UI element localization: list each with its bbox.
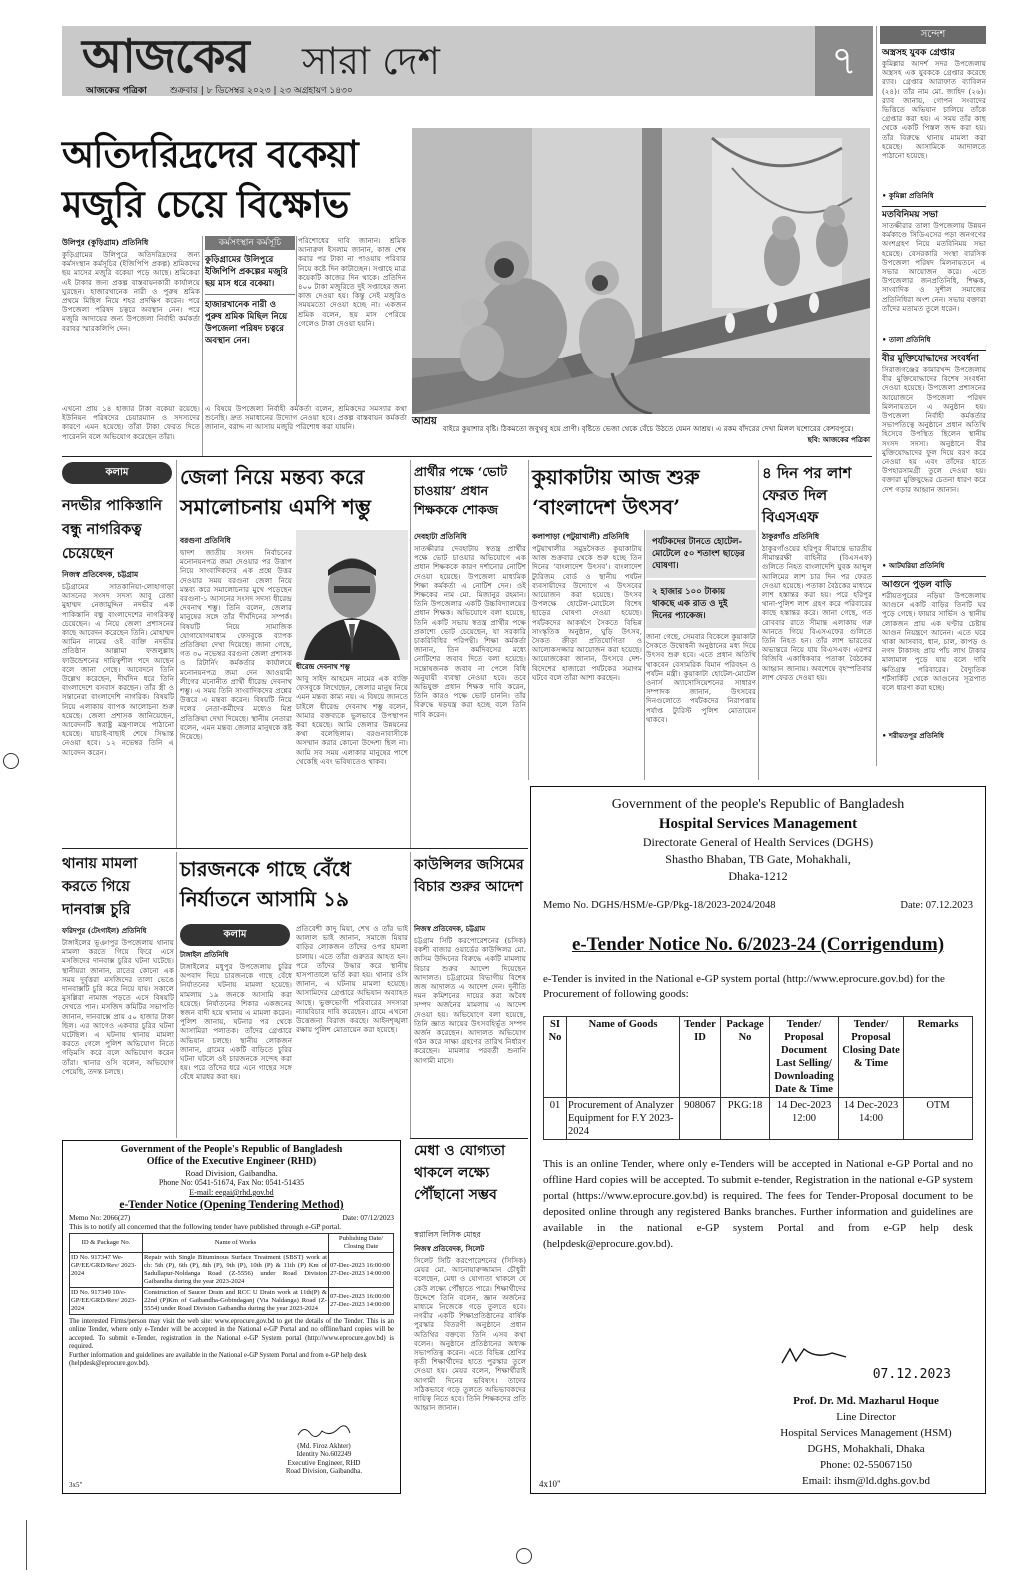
rhd-line-4: Phone No: 0541-51674, Fax No: 0541-51435 [158, 1178, 305, 1187]
table-header: Name of Works [143, 1234, 329, 1253]
kuakata-byline: কলাপাড়া (পটুয়াখালী) প্রতিনিধি [532, 532, 630, 541]
column-rule [528, 460, 529, 780]
councillor-body: চট্টগ্রাম সিটি করপোরেশনের (চসিক) বকশী বাজার ওয়ার্ডের কাউন্সিলর মো. জসিম উদ্দিনের বিরুদ্ধে একটি মামলায় বিচার শুরুর আদেশ দিয়েছেন আদালত। চট্টগ্রামের বিভাগীয় বিশেষ জজ আদালত এ আদেশ দেন। দুর্নীতি দমন কমিশনের দায়ের করা অবৈধ সম্পদ অর্জনের মামলায় এ আদেশ দেওয়া হয়। অভিযোগে বলা হয়েছে, তিনি জ্ঞাত আয়ের উৎসবহির্ভূত সম্পদ অর্জন করেছেন। আদালত অভিযোগ গঠন করে সাক্ষ্য গ্রহণের তারিখ নির্ধারণ করেছেন। মামলার পরবর্তী শুনানি আগামী মাসে। [414, 936, 526, 1065]
table-cell: 14 Dec-2023 12:00 [770, 1098, 839, 1140]
dghs-memo-row [543, 899, 973, 912]
table-header: Name of Goods [567, 1017, 680, 1098]
table-cell: Construction of Saucer Drain and RCC U Drain work at 11th(P) & 22nd (P)Km of Gaibandha-Gobindaganj (Via Naldanga) Road (Z-5554) under Road Division Gaibandha during the year 2023-2024 [143, 1288, 329, 1315]
sidebar-item-title: বীর মুক্তিযোদ্ধাদের সংবর্ধনা [882, 354, 979, 364]
kolom-badge-label: কলাম [223, 929, 247, 940]
dghs-sig-6: Email: ihsm@ld.dghs.gov.bd [802, 1475, 930, 1487]
dghs-signature-block [761, 1343, 971, 1489]
column-rule [410, 852, 411, 1138]
masthead-section: সারা দেশ [302, 39, 440, 83]
dghs-sig-3: Hospital Services Management (HSM) [780, 1427, 952, 1439]
rhd-date: Date: 07/12/2023 [342, 1213, 394, 1222]
rhd-sig-2: Identity No.602249 [296, 1450, 352, 1459]
portrait-caption: ধীরেন্দ্র দেবনাথ শম্ভু [296, 662, 350, 671]
dghs-date: Date: 07.12.2023 [900, 900, 973, 911]
councillor-byline: নিজস্ব প্রতিবেদক, চট্টগ্রাম [414, 924, 486, 933]
shombhu-byline: বরগুনা প্রতিনিধি [180, 536, 231, 545]
tree-byline: টাঙ্গাইল প্রতিনিধি [180, 950, 229, 959]
lead-headline: অতিদরিদ্রদের বকেয়া মজুরি চেয়ে বিক্ষোভ [62, 133, 358, 226]
photo-credit: ছবি: আজকের পত্রিকা [807, 435, 870, 444]
column-rule [410, 460, 411, 848]
kuakata-box-1: পর্যটকদের টানতে হোটেল-মোটেলে ৫০ শতাংশ ছাড়ের ঘোষণা। [646, 530, 756, 580]
kolom-badge [180, 924, 290, 946]
table-cell: ID No. 917349 10/e-GP/EE/GRD/Rev/ 2023-2024 [70, 1288, 143, 1315]
bsf-byline: ঠাকুরগাঁও প্রতিনিধি [762, 532, 820, 541]
dghs-table [543, 1016, 973, 1140]
rhd-line-3: Road Division, Gaibandha. [185, 1168, 278, 1178]
dghs-line-2: Hospital Services Management [658, 816, 858, 832]
rhd-footer-2: Further information and guidelines are available in the National e-GP System Portal and from e-GP help desk (helpdesk@eprocure.gov.bd). [69, 1351, 367, 1368]
sidebar-header-label: সন্দেশ [920, 29, 946, 40]
sidebar-header [880, 26, 986, 44]
dghs-sig-date: 07.12.2023 [872, 1367, 951, 1382]
nodvi-byline: নিজস্ব প্রতিবেদক, চট্টগ্রাম [62, 570, 139, 579]
kuakata-box-2: ২ হাজার ১০০ টাকায় থাকছে এক রাত ও দুই দিনের প্যাকেজ। [646, 580, 756, 628]
thana-body: টাঙ্গাইলের ভূঞাপুর উপজেলায় থানায় মামলা করতে গিয়ে ফিরে এসে মসজিদের দানবাক্স চুরির ঘটনা ঘটেছে। স্থানীয়রা জানান, রাতের কোনো এক সময় দুর্বৃত্তরা মসজিদের তালা ভেঙে দানবাক্সটি চুরি করে নিয়ে যায়। সকালে মুসল্লিরা নামাজ পড়তে এসে বিষয়টি দেখতে পান। মসজিদ কমিটির সভাপতি জানান, দানবাক্সে প্রায় ৫০ হাজার টাকা ছিল। এর আগেও একবার চুরির ঘটনা ঘটেছিল। এ ঘটনায় থানায় মামলা করতে গেলে পুলিশ অভিযোগ নিতে গড়িমসি করে বলে অভিযোগ করেন তাঁরা। থানার ওসি বলেন, অভিযোগ পেয়েছি, তদন্ত চলছে। [62, 938, 174, 1076]
crop-line [26, 1520, 27, 1570]
shombhu-headline: জেলা নিয়ে মন্তব্য করে সমালোচনায় এমপি শম্ভু [180, 465, 372, 519]
rhd-title: e-Tender Notice (Opening Tendering Method) [119, 1199, 344, 1211]
dghs-ad-size: 4x10" [539, 1479, 561, 1489]
kuakata-boxes [646, 530, 756, 628]
rhd-signature-block [259, 1423, 389, 1476]
bsf-body: ঠাকুরগাঁওয়ের হরিপুর সীমান্তে ভারতীয় সীমান্তরক্ষী বাহিনীর (বিএসএফ) গুলিতে নিহত বাংলাদেশি যুবক আব্দুল আলিমের লাশ চার দিন পর ফেরত দেওয়া হয়েছে। পতাকা বৈঠকের মাধ্যমে লাশ হস্তান্তর করা হয়। পরে হরিপুর থানা-পুলিশ লাশ গ্রহণ করে পরিবারের কাছে হস্তান্তর করে। জানা গেছে, গত রোববার রাতে সীমান্ত এলাকায় গরু আনতে গিয়ে বিএসএফের গুলিতে তিনি নিহত হন। তাঁর লাশ ভারতের অভ্যন্তরে নিয়ে যায় বিএসএফ। এরপর বিজিবি একাধিকবার পতাকা বৈঠকের আহ্বান জানায়। অবশেষে বৃহস্পতিবার লাশ ফেরত দেওয়া হয়। [762, 544, 872, 682]
table-cell: Repair with Single Bituminous Surface Treatment (SBST) work at ch: 5th (P), 6th (P), 8th (P), 9th (P), 10th (P) & 11th (P) Km of Sadullapur-Noldanga Road (Z-5556) under Road Division Gaibandha during the year 2023-2024 [143, 1253, 329, 1288]
tree-body-col2: প্রতিবেশী কাদু মিয়া, শেখ ও তাঁর ভাই আলাল ভাই জানান, সমাজে মিয়ার বাড়ির লোকজন তাঁদের ওপর হামলা চালায়। এতে তাঁরা গুরুতর আহত হন। পরে তাঁদের উদ্ধার করে স্থানীয় হাসপাতালে ভর্তি করা হয়। থানার ওসি জানান, এ ঘটনায় মামলা হয়েছে। আসামিদের গ্রেপ্তারে অভিযান অব্যাহত আছে। ভুক্তভোগী পরিবারের সদস্যরা ন্যায়বিচার দাবি করেছেন। গ্রামে এখনো উত্তেজনা বিরাজ করছে। আইনশৃঙ্খলা রক্ষায় পুলিশ মোতায়েন করা হয়েছে। [296, 924, 408, 1035]
tree-body-col1: টাঙ্গাইলের মধুপুর উপজেলায় চুরির অপবাদ দিয়ে চারজনকে গাছে বেঁধে নির্যাতনের ঘটনায় মামলা হয়েছে। মামলায় ১৯ জনকে আসামি করা হয়েছে। নির্যাতনের শিকার একজনের স্বজন বাদী হয়ে থানায় এ মামলা করেন। পুলিশ জানায়, ঘটনার পর থেকে আসামিরা পলাতক। তাঁদের গ্রেপ্তারে অভিযান চলছে। স্থানীয় লোকজন জানান, গ্রামের একটি বাড়িতে চুরির ঘটনা ঘটলে ওই চারজনকে সন্দেহ করা হয়। পরে তাঁদের ধরে এনে গাছের সঙ্গে বেঁধে মারধর করা হয়। [180, 962, 292, 1082]
registration-mark [516, 1548, 532, 1564]
photo-illustration [412, 128, 870, 414]
page-number-box [815, 26, 873, 96]
table-cell: 01 [544, 1098, 567, 1140]
sidebar-item-byline: • তালা প্রতিনিধি [882, 335, 931, 344]
table-cell: 908067 [680, 1098, 721, 1140]
dghs-line-5: Dhaka-1212 [728, 869, 788, 883]
kolom-badge-label: কলাম [105, 467, 129, 478]
section-divider [410, 1138, 528, 1139]
table-row [70, 1288, 394, 1315]
tree-headline: চারজনকে গাছে বেঁধে নির্যাতনে আসামি ১৯ [180, 857, 351, 911]
portrait-illustration [296, 530, 408, 660]
medha-body: সিলেট সিটি করপোরেশনের (সিসিক) মেয়র মো. আনোয়ারুজ্জামান চৌধুরী বলেছেন, মেধা ও যোগ্যতা থাকলে যে কেউ লক্ষ্যে পৌঁছাতে পারে। শিক্ষার্থীদের উদ্দেশে তিনি বলেন, জ্ঞান অর্জনের মাধ্যমে নিজেকে গড়ে তুলতে হবে। নগরীর একটি শিক্ষাপ্রতিষ্ঠানের বার্ষিক পুরস্কার বিতরণী অনুষ্ঠানে প্রধান অতিথির বক্তব্যে তিনি এসব কথা বলেন। অনুষ্ঠানে প্রতিষ্ঠানের অধ্যক্ষ সভাপতিত্ব করেন। এতে বিভিন্ন শ্রেণির কৃতী শিক্ষার্থীদের হাতে পুরস্কার তুলে দেওয়া হয়। মেয়র বলেন, শিক্ষার্থীরাই আগামী দিনের ভবিষ্যৎ। তাদের সঠিকভাবে গড়ে তুলতে অভিভাবকদের দায়িত্ব নিতে হবে। তিনি শিক্ষকদের প্রতি আহ্বান জানান। [414, 1256, 526, 1413]
rhd-sig-1: (Md. Firoz Akhter) [297, 1441, 351, 1450]
sidebar-column [882, 48, 986, 768]
column-rule [202, 236, 203, 456]
rhd-ad-size: 3x5" [69, 1481, 83, 1489]
sidebar-item-body: সিরাজগঞ্জের কামারখন্দ উপজেলায় বীর মুক্তিযোদ্ধাদের বিশেষ সংবর্ধনা দেওয়া হয়েছে। উপজেলা প্রশাসনের আয়োজনে উপজেলা পরিষদ মিলনায়তনে এ অনুষ্ঠান হয়। উপজেলা নির্বাহী কর্মকর্তার সভাপতিত্বে অনুষ্ঠানে প্রধান অতিথি হিসেবে উপস্থিত ছিলেন স্থানীয় সংসদ সদস্য। অনুষ্ঠানে বীর মুক্তিযোদ্ধাদের ফুল দিয়ে বরণ করে নেওয়া হয় এবং তাঁদের হাতে উপহারসামগ্রী তুলে দেওয়া হয়। বক্তারা মুক্তিযুদ্ধের চেতনা ধারণ করে দেশ গড়ার আহ্বান জানান। [882, 365, 986, 494]
rhd-footer-1: The interested Firms/person may visit the web site: www.eprocure.gov.bd to get the details of the Tender. This is an online Tender, where only e-Tender will be accepted in the National e-GP Portal and no offline/hard copies will be accepted. To submit e-Tender, registration in the National e-GP System portal (http://www.eprocure.gov.bd) is required. [69, 1318, 394, 1351]
sidebar-item [882, 580, 986, 740]
registration-mark [3, 753, 19, 769]
dghs-sig-4: DGHS, Mohakhali, Dhaka [807, 1443, 925, 1455]
kolom-badge [62, 462, 172, 484]
dghs-intro: e-Tender is invited in the National e-GP system portal (http://www.eprocure.gov.bd) for the Procurement of following goods: [543, 973, 945, 1000]
photo-caption-text: বাইরে কুয়াশার বৃষ্টি। ঠিকমতো জবুথবু হয়ে প্রাণী। বৃষ্টিতে ভেজা থেকে বেঁচে উঠতে যেমন আশ্রয়। এ রকম বাঁদরের দেখা মিলল যশোরের কেশবপুরে। [442, 424, 854, 433]
kuakata-headline: কুয়াকাটায় আজ শুরু ‘বাংলাদেশ উৎসব’ [532, 465, 700, 519]
shombhu-body-col2: আবু সাইদ আহমেদ নামের এক ব্যক্তি ফেসবুকে লিখেছেন, জেলার মানুষ নিয়ে এমন মন্তব্য কাম্য নয়। এ বিষয়ে জানতে চাইলে ধীরেন্দ্র দেবনাথ শম্ভু বলেন, আমার বক্তব্যকে ভুলভাবে উপস্থাপন করা হয়েছে। আমি জেলার উন্নয়নের কথা বলেছিলাম। বরগুনাবাসীকে অসম্মান করার কোনো উদ্দেশ্য ছিল না। আমি সব সময় এলাকার মানুষের পাশে থেকেছি এবং ভবিষ্যতেও থাকব। [296, 674, 408, 766]
rhd-line-1: Government of the People's Republic of Bangladesh [120, 1144, 343, 1155]
thana-byline: ফরিদপুর (টেংগাইল) প্রতিনিধি [62, 926, 147, 935]
sidebar-item [882, 210, 986, 344]
sidebar-item-byline: • আটঘরিয়া প্রতিনিধি [882, 561, 945, 570]
vote-byline: দেবহাটা প্রতিনিধি [414, 532, 467, 541]
column-rule [176, 460, 177, 848]
lead-body-col1b: এখনো প্রায় ১৪ হাজার টাকা বকেয়া রয়েছে। ইউনিয়ন পরিষদের চেয়ারম্যান ও সদস্যদের কারণে এমন হয়েছে। তাঁরা টাকা ফেরত দিতে পারেননি বলে অভিযোগ করেছেন তাঁরা। [62, 404, 200, 441]
sidebar-item [882, 354, 986, 570]
signature-icon [294, 1423, 354, 1439]
vote-headline: প্রার্থীর পক্ষে ‘ভোট চাওয়ায়’ প্রধান শিক্ষককে শোকজ [414, 464, 508, 517]
sidebar-divider [882, 576, 986, 577]
rhd-email: E-mail: eegai@rhd.gov.bd [189, 1188, 274, 1197]
signature-icon [761, 1343, 971, 1367]
rhd-line-2: Office of the Executive Engineer (RHD) [146, 1156, 317, 1167]
photo-caption [412, 416, 870, 444]
table-cell: 14 Dec-2023 14:00 [839, 1098, 904, 1140]
lead-body-bottom: এ বিষয়ে উপজেলা নির্বাহী কর্মকর্তা বলেন, শ্রমিকদের সমস্যার কথা শুনেছি। দ্রুত সমাধানের উদ্যোগ নেওয়া হবে। প্রকল্প বাস্তবায়ন কর্মকর্তা জানান, বরাদ্দ না আসায় মজুরি পরিশোধ করা যায়নি। [205, 404, 407, 432]
vote-body: সাতক্ষীরার দেবহাটায় স্বতন্ত্র প্রার্থীর পক্ষে ভোট চাওয়ার অভিযোগে এক প্রধান শিক্ষককে কারণ দর্শানোর নোটিশ দেওয়া হয়েছে। উপজেলা মাধ্যমিক শিক্ষা কর্মকর্তা এ নোটিশ দেন। ওই শিক্ষকের নাম মো. মিজানুর রহমান। তিনি উপজেলার একটি উচ্চবিদ্যালয়ের প্রধান শিক্ষক। অভিযোগে বলা হয়েছে, তিনি একটি সভায় স্বতন্ত্র প্রার্থীর পক্ষে প্রকাশ্যে ভোট চেয়েছেন, যা সরকারি চাকরিবিধির পরিপন্থী। শিক্ষা কর্মকর্তা জানান, তিন কর্মদিবসের মধ্যে নোটিশের জবাব দিতে বলা হয়েছে। সন্তোষজনক জবাব না পেলে বিধি অনুযায়ী ব্যবস্থা নেওয়া হবে। তবে অভিযুক্ত প্রধান শিক্ষক দাবি করেন, তিনি কারও পক্ষে ভোট চাননি। তাঁর বিরুদ্ধে ষড়যন্ত্র করা হচ্ছে বলে তিনি দাবি করেন। [414, 544, 526, 719]
dghs-title: e-Tender Notice No. 6/2023-24 (Corrigendum) [571, 934, 945, 955]
kuakata-body-col2: জানা গেছে, সেমবার বিকেলে কুয়াকাটা সৈকতে উদ্বোধনী অনুষ্ঠানের মধ্য দিয়ে উৎসব শুরু হবে। এতে প্রধান অতিথি থাকবেন বেসামরিক বিমান পরিবহন ও পর্যটন মন্ত্রী। কুয়াকাটা হোটেল-মোটেল ওনার্স অ্যাসোসিয়েশনের সাধারণ সম্পাদক জানান, উৎসবের দিনগুলোতে পর্যটকদের নিরাপত্তায় পর্যাপ্ত ট্যুরিস্ট পুলিশ মোতায়েন থাকবে। [646, 632, 756, 724]
table-header: Tender/ Proposal Document Last Selling/ Downloading Date & Time [770, 1017, 839, 1098]
rhd-sig-4: Road Division, Gaibandha. [285, 1467, 363, 1476]
callout-point-1: কুড়িগ্রামের উলিপুরে ইজিপিপি প্রকল্পের মজুরি ছয় মাস ধরে বকেয়া। [205, 250, 295, 295]
table-cell: Procurement of Analyzer Equipment for F.Y 2023-2024 [567, 1098, 680, 1140]
photo-tag: আশ্রয় [412, 416, 437, 427]
sidebar-item-title: অস্ত্রসহ যুবক গ্রেপ্তার [882, 48, 955, 58]
table-header: SI No [544, 1017, 567, 1098]
councillor-headline: কাউন্সিলর জসিমের বিচার শুরুর আদেশ [414, 857, 524, 895]
table-row [70, 1253, 394, 1288]
sidebar-rule [876, 26, 877, 766]
rhd-memo-row [69, 1213, 394, 1222]
shombhu-portrait [296, 530, 408, 660]
section-divider [62, 848, 528, 849]
column-rule [758, 460, 759, 780]
sidebar-item-body: সাতক্ষীরার তালা উপজেলায় উন্নয়ন কর্মকাণ্ডে সিডিএসের পড়া জনগণের অংশগ্রহণ নিয়ে মতবিনিময় সভা হয়েছে। বেসরকারি সংস্থা বারসিক উপজেলা পরিষদ মিলনায়তনে এ সভার আয়োজন করে। এতে উপজেলার জনপ্রতিনিধি, শিক্ষক, সাংবাদিক ও সুশীল সমাজের প্রতিনিধিরা অংশ নেন। সভায় বক্তারা তাঁদের মতামত তুলে ধরেন। [882, 221, 986, 313]
sidebar-item-byline: • শরীয়তপুর প্রতিনিধি [882, 731, 944, 740]
table-cell: 07-Dec-2023 16:00:00 27-Dec-2023 14:00:00 [329, 1253, 394, 1288]
lead-byline: উলিপুর (কুড়িগ্রাম) প্রতিনিধি [62, 238, 149, 247]
table-cell: ID No. 917347 We-GP/EE/GRD/Rev/ 2023-2024 [70, 1253, 143, 1288]
table-cell: 07-Dec-2023 16:00:00 27-Dec-2023 14:00:00 [329, 1288, 394, 1315]
sidebar-item-byline: • কুমিল্লা প্রতিনিধি [882, 191, 934, 200]
sidebar-item-title: মতবিনিময় সভা [882, 210, 938, 220]
callout-point-2: হাজারখানেক নারী ও পুরুষ শ্রমিক মিছিল নিয়ে উপজেলা পরিষদ চত্বরে অবস্থান নেন। [205, 300, 288, 346]
rhd-sig-3: Executive Engineer, RHD [287, 1458, 361, 1467]
nodvi-body: চট্টগ্রামের সাতকানিয়া-লোহাগাড়া আসনের সংসদ সদস্য আবু রেজা মুহাম্মদ নেজামুদ্দিন নদভীর এক পাকিস্তানি বন্ধু বাংলাদেশের নাগরিকত্ব চেয়েছেন। এ নিয়ে জেলা প্রশাসনের কাছে আবেদন করেছেন তিনি। মোহাম্মদ আমিন নামের ওই ব্যক্তি নদভীর প্রতিষ্ঠান আল্লামা ফজলুল্লাহ ফাউন্ডেশনের দায়িত্বশীল পদে আছেন বলে জানা গেছে। আবেদনে তিনি উল্লেখ করেছেন, দীর্ঘদিন ধরে তিনি বাংলাদেশে বসবাস করছেন। তাঁর স্ত্রী ও সন্তানেরা বাংলাদেশি নাগরিক। বিষয়টি নিয়ে এলাকায় ব্যাপক আলোচনা শুরু হয়েছে। জেলা প্রশাসক জানিয়েছেন, আবেদনটি স্বরাষ্ট্র মন্ত্রণালয়ে পাঠানো হয়েছে। যাচাই-বাছাই শেষে সিদ্ধান্ত নেওয়া হবে। ১২ নভেম্বর তিনি এ আবেদন করেন। [62, 582, 174, 757]
shombhu-body-col1: দ্বাদশ জাতীয় সংসদ নির্বাচনের মনোনয়নপত্র জমা দেওয়ার পর উত্তাপ নিয়ে সাংবাদিকদের এক প্রশ্নে উত্তর দেওয়ার সময় বরগুনা জেলা নিয়ে মন্তব্য করে সমালোচনার মুখে পড়েছেন বরগুনা-১ আসনের সংসদ সদস্য ধীরেন্দ্র দেবনাথ শম্ভু। তিনি বলেন, জেলার মানুষের সঙ্গে তাঁর দীর্ঘদিনের সম্পর্ক। বিষয়টি নিয়ে সামাজিক যোগাযোগমাধ্যম ফেসবুকে ব্যাপক প্রতিক্রিয়া দেখা দিয়েছে। জানা গেছে, গত ৩০ নভেম্বর বরগুনা জেলা প্রশাসক ও রিটার্নিং কর্মকর্তার কার্যালয়ে মনোনয়নপত্র জমা দেন আওয়ামী লীগের মনোনীত প্রার্থী ধীরেন্দ্র দেবনাথ শম্ভু। এ সময় তিনি সাংবাদিকদের প্রশ্নের উত্তরে এ মন্তব্য করেন। বিষয়টি নিয়ে দলের নেতা-কর্মীদের মধ্যেও মিশ্র প্রতিক্রিয়া দেখা দিয়েছে। স্থানীয় নেতারা বলেন, এমন মন্তব্য জেলার মানুষকে কষ্ট দিয়েছে। [180, 548, 292, 742]
thana-headline: থানায় মামলা করতে গিয়ে দানবাক্স চুরি [62, 855, 138, 918]
column-rule [644, 530, 645, 780]
column-rule [176, 852, 177, 1138]
section-divider [62, 456, 872, 457]
rhd-intro: This is to notify all concerned that the following tender have published through e-GP portal. [69, 1222, 342, 1231]
lead-body-col1: কুড়িগ্রামের উলিপুরে অতিদরিদ্রদের জন্য কর্মসংস্থান কর্মসূচির (ইজিপিপি প্রকল্প) শ্রমিকদের ছয় মাসের মজুরি বকেয়া পড়ে আছে। শ্রমিকেরা এই টাকার জন্য প্রকল্প বাস্তবায়নকারী কার্যালয়ে ঘুরছেন। হাজারখানেক নারী ও পুরুষ শ্রমিক প্রথমে মিছিল নিয়ে শহর প্রদক্ষিণ করেন। পরে উপজেলা পরিষদ চত্বরে অবস্থান নেন। পরে মজুরি আদায়ের জন্য উপজেলা নির্বাহী কর্মকর্তা বরাবর স্মারকলিপি দেন। [62, 250, 200, 333]
medha-headline: মেধা ও যোগ্যতা থাকলে লক্ষ্যে পৌঁছানো সম্ভব [414, 1143, 506, 1203]
sidebar-item-body: শরীয়তপুরের নড়িয়া উপজেলায় আগুনে একটি বাড়ির তিনটি ঘর পুড়ে গেছে। ফায়ার সার্ভিস ও স্থানীয় লোকজন প্রায় এক ঘণ্টার চেষ্টায় আগুন নিয়ন্ত্রণে আনেন। এতে ঘরে থাকা আসবাব, ধান, চাল, কাপড় ও নগদ টাকাসহ প্রায় পাঁচ লাখ টাকার মালামাল পুড়ে যায় বলে দাবি ক্ষতিগ্রস্ত পরিবারের। বৈদ্যুতিক শর্টসার্কিট থেকে আগুনের সূত্রপাত বলে ধারণা করা হচ্ছে। [882, 591, 986, 693]
table-header: Remarks [904, 1017, 973, 1098]
medha-byline: নিজস্ব প্রতিবেদক, সিলেট [414, 1244, 485, 1253]
rhd-table [69, 1233, 394, 1315]
lead-body-col3: পরিশোধের দাবি জানান। শ্রমিক আনারুল ইসলাম জানান, কাজ শেষ করার পর টাকা না পাওয়ায় পরিবার নিয়ে কষ্টে দিন কাটাচ্ছেন। সপ্তাহে মাত্র কয়েকটি কাজের দিন থাকে। প্রতিদিন ৪০০ টাকা মজুরিতে দুই সপ্তাহের জন্য কাজ দেওয়া হয়। কিন্তু সেই মজুরিও সময়মতো দেওয়া হচ্ছে না। একজন শ্রমিক বলেন, ছয় মাস পেরিয়ে গেলেও টাকা দেওয়া হয়নি। [298, 236, 406, 328]
sidebar-divider [882, 206, 986, 207]
callout-header-label: কর্মসংস্থান কর্মসূচি [218, 238, 282, 248]
table-header: Tender/ Proposal Closing Date & Time [839, 1017, 904, 1098]
dghs-sig-2: Line Director [836, 1411, 896, 1423]
column-rule [296, 236, 297, 406]
dghs-tender-ad [530, 786, 986, 1494]
table-row [544, 1098, 973, 1140]
sidebar-item [882, 48, 986, 200]
sidebar-item-title: আগুনে পুড়ল বাড়ি [882, 580, 952, 590]
rhd-tender-ad [62, 1140, 401, 1494]
table-header: Tender ID [680, 1017, 721, 1098]
masthead-logo: আজকের [82, 29, 249, 83]
callout-header [205, 236, 295, 250]
dghs-body: This is an online Tender, where only e-Tenders will be accepted in National e-GP Portal and no offline Hard copies will be accepted. To submit e-tender, Registration in the national e-GP system portal (https://www.eprocure.gov.bd) is required. The fees for Tender-Proposal document to be deposited online through any registered Banks branches. Further information and guidelines are available in the national e-GP system Portal and from e-GP help desk (helpdesk@eprocure.gov.bd). [543, 1158, 973, 1250]
medha-author: স্বপ্নালিস লিসিক মোহর [414, 1230, 481, 1239]
table-header: Publishing Date/ Closing Date [329, 1234, 394, 1253]
lead-callout [205, 236, 295, 404]
dghs-line-4: Shastho Bhaban, TB Gate, Mohakhali, [665, 852, 851, 866]
table-header: Package No [721, 1017, 770, 1098]
dghs-memo: Memo No. DGHS/HSM/e-GP/Pkg-18/2023-2024/2048 [543, 900, 776, 911]
nodvi-headline: নদভীর পাকিস্তানি বন্ধু নাগরিকত্ব চেয়েছেন [62, 497, 163, 562]
dghs-line-3: Directorate General of Health Services (DGHS) [642, 835, 874, 849]
dghs-line-1: Government of the people's Republic of Bangladesh [611, 797, 905, 812]
rhd-memo: Memo No: 2066(27) [69, 1213, 131, 1222]
table-header-row [544, 1017, 973, 1098]
dghs-sig-1: Prof. Dr. Md. Mazharul Hoque [793, 1395, 939, 1407]
sidebar-item-body: কুমিল্লার আদর্শ সদর উপজেলায় অস্ত্রসহ এক যুবককে গ্রেপ্তার করেছে র‍্যাব। গ্রেপ্তার আরাফাত ব্যাবিলন (২৪)। তাঁর নাম মো. জাহিদ (২৬)। র‍্যাব জানায়, গোপন সংবাদের ভিত্তিতে অভিযান চালিয়ে তাঁকে গ্রেপ্তার করা হয়। এ সময় তাঁর কাছ থেকে একটি পিস্তল জব্দ করা হয়। তাঁর বিরুদ্ধে থানায় মামলা করা হয়েছে। আসামিকে আদালতে পাঠানো হয়েছে। [882, 59, 986, 161]
table-cell: OTM [904, 1098, 973, 1140]
masthead-logo-sub: আজকের পত্রিকা [86, 86, 147, 96]
bsf-headline: ৪ দিন পর লাশ ফেরত দিল বিএসএফ [762, 464, 852, 526]
sidebar-divider [882, 350, 986, 351]
dghs-sig-5: Phone: 02-55067150 [820, 1459, 912, 1471]
masthead-dateline: শুক্রবার | ৮ ডিসেম্বর ২০২৩ | ২৩ অগ্রহায়ণ ১৪৩০ [170, 86, 353, 96]
kuakata-body-col1: পটুয়াখালীর সমুদ্রসৈকত কুয়াকাটায় আজ শুক্রবার থেকে শুরু হচ্ছে তিন দিনের ‘বাংলাদেশ উৎসব’। বাংলাদেশ ট্যুরিজম বোর্ড ও স্থানীয় পর্যটন ব্যবসায়ীদের উদ্যোগে এ উৎসবের আয়োজন করা হয়েছে। উৎসব উপলক্ষে হোটেল-মোটেলে বিশেষ ছাড়ের ঘোষণা দেওয়া হয়েছে। পর্যটকদের আকর্ষণে সৈকতে বিভিন্ন সাংস্কৃতিক অনুষ্ঠান, ঘুড়ি উৎসব, সৈকত ক্রীড়া প্রতিযোগিতা ও আলোকসজ্জার আয়োজন করা হয়েছে। আয়োজকেরা জানান, উৎসবে দেশ-বিদেশের হাজারো পর্যটকের সমাগম ঘটবে বলে তাঁরা আশা করছেন। [532, 544, 642, 682]
table-header-row [70, 1234, 394, 1253]
table-cell: PKG:18 [721, 1098, 770, 1140]
page-number: ৭ [830, 38, 857, 84]
table-header: ID & Package No. [70, 1234, 143, 1253]
monkeys-photo [412, 128, 870, 414]
